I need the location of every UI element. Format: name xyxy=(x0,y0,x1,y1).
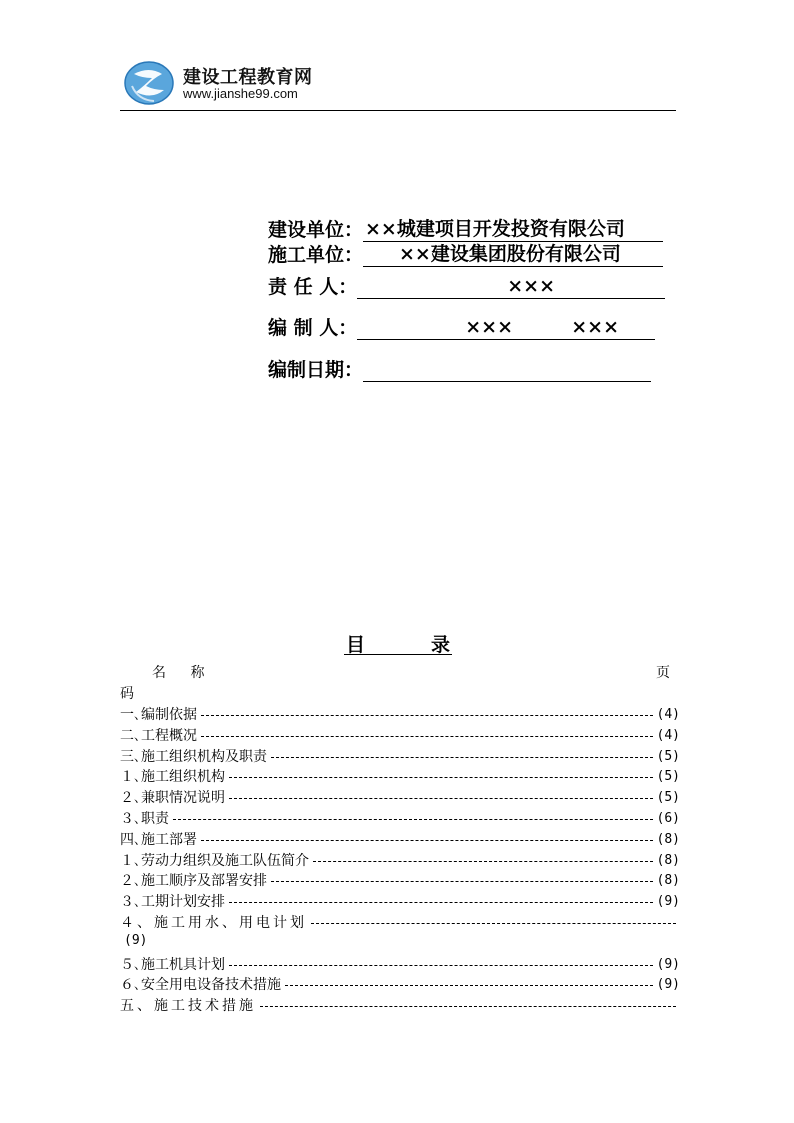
toc-leader xyxy=(173,819,653,820)
toc-entry-page: (9) xyxy=(656,893,680,909)
toc-entry[interactable] xyxy=(120,766,680,786)
toc-entry-page-wrapped: (9) xyxy=(124,933,148,948)
responsible-field xyxy=(357,274,665,299)
toc-entry[interactable] xyxy=(120,787,680,807)
header-divider xyxy=(120,110,676,111)
build-unit-row xyxy=(268,216,663,242)
toc-leader xyxy=(229,965,653,966)
toc-entry-text: 二､工程概况 xyxy=(120,728,197,744)
toc-entry[interactable] xyxy=(120,808,680,828)
toc-entry-text: 四､施工部署 xyxy=(120,832,197,848)
toc-leader xyxy=(285,985,653,986)
toc-leader xyxy=(201,715,653,716)
construct-unit-label: 施工单位： xyxy=(268,244,364,266)
toc-entry[interactable] xyxy=(120,725,680,745)
toc-entry-text: ６､安全用电设备技术措施 xyxy=(120,977,281,993)
toc-leader xyxy=(271,757,653,758)
construct-unit-value: ××建设集团股份有限公司 xyxy=(399,243,621,265)
toc-leader xyxy=(201,840,653,841)
toc-entry[interactable] xyxy=(120,912,676,932)
date-label: 编制日期： xyxy=(268,359,364,381)
toc-entry-text: ３､职责 xyxy=(120,811,169,827)
toc-entry[interactable] xyxy=(120,829,680,849)
date-row xyxy=(268,356,651,382)
toc-entry[interactable] xyxy=(120,954,680,974)
toc-entry[interactable] xyxy=(120,746,680,766)
toc-entry-page: (8) xyxy=(656,852,680,868)
responsible-label: 责 任 人： xyxy=(268,276,358,298)
toc-entry-text: ２､兼职情况说明 xyxy=(120,790,225,806)
toc-entry[interactable] xyxy=(120,974,680,994)
toc-entry-text: 三､施工组织机构及职责 xyxy=(120,749,267,765)
toc-leader xyxy=(313,861,653,862)
toc-entry-page: (9) xyxy=(656,956,680,972)
brand-title: 建设工程教育网 xyxy=(183,67,313,88)
toc-leader xyxy=(271,881,653,882)
brand-url[interactable]: www.jianshe99.com xyxy=(183,86,298,101)
toc-entry-page: (8) xyxy=(656,831,680,847)
toc-leader xyxy=(311,923,676,924)
toc-entry[interactable] xyxy=(120,704,680,724)
toc-entry-text: 五、施工技术措施 xyxy=(120,998,256,1014)
construct-unit-row xyxy=(268,241,663,267)
toc-title xyxy=(344,630,452,655)
toc-entry-page: (4) xyxy=(656,727,680,743)
toc-leader xyxy=(229,798,653,799)
toc-entry-page: (5) xyxy=(656,748,680,764)
compiler-value-2: ××× xyxy=(571,316,619,338)
toc-entry[interactable] xyxy=(120,850,680,870)
construct-unit-field xyxy=(363,242,663,267)
toc-entry-page: (5) xyxy=(656,768,680,784)
build-unit-label: 建设单位： xyxy=(268,219,364,241)
toc-leader xyxy=(229,902,653,903)
toc-entry-text: ３､工期计划安排 xyxy=(120,894,225,910)
toc-entry-text: ２､施工顺序及部署安排 xyxy=(120,873,267,889)
toc-entry-page: (8) xyxy=(656,872,680,888)
toc-header-page: 页 xyxy=(656,665,670,681)
toc-leader xyxy=(260,1006,676,1007)
toc-entry[interactable] xyxy=(120,870,680,890)
toc-entry-page: (6) xyxy=(656,810,680,826)
toc-entry-text: ５､施工机具计划 xyxy=(120,957,225,973)
toc-header-name: 名 称 xyxy=(152,665,215,681)
toc-entry-page: (4) xyxy=(656,706,680,722)
toc-entry[interactable] xyxy=(120,891,680,911)
toc-entry-text: ４、施工用水、用电计划 xyxy=(120,915,307,931)
build-unit-field xyxy=(363,217,663,242)
toc-header-page-2: 码 xyxy=(120,686,134,702)
compiler-row xyxy=(268,314,655,340)
toc-entry-page: (5) xyxy=(656,789,680,805)
toc-title-part-1: 目 xyxy=(346,634,366,656)
compiler-field xyxy=(357,315,655,340)
responsible-row xyxy=(268,273,665,299)
responsible-value: ××× xyxy=(507,275,555,297)
toc-leader xyxy=(201,736,653,737)
toc-leader xyxy=(229,777,653,778)
toc-entry-text: １､劳动力组织及施工队伍简介 xyxy=(120,853,309,869)
toc-entry[interactable] xyxy=(120,995,676,1015)
toc-title-part-2: 录 xyxy=(430,634,450,656)
build-unit-value: ××城建项目开发投资有限公司 xyxy=(365,218,625,240)
date-field xyxy=(363,357,651,382)
compiler-value-1: ××× xyxy=(465,316,513,338)
compiler-label: 编 制 人： xyxy=(268,317,358,339)
swirl-z-logo-icon xyxy=(124,60,174,106)
toc-entry-text: 一､编制依据 xyxy=(120,707,197,723)
toc-entry-page: (9) xyxy=(656,976,680,992)
toc-entry-text: １､施工组织机构 xyxy=(120,769,225,785)
